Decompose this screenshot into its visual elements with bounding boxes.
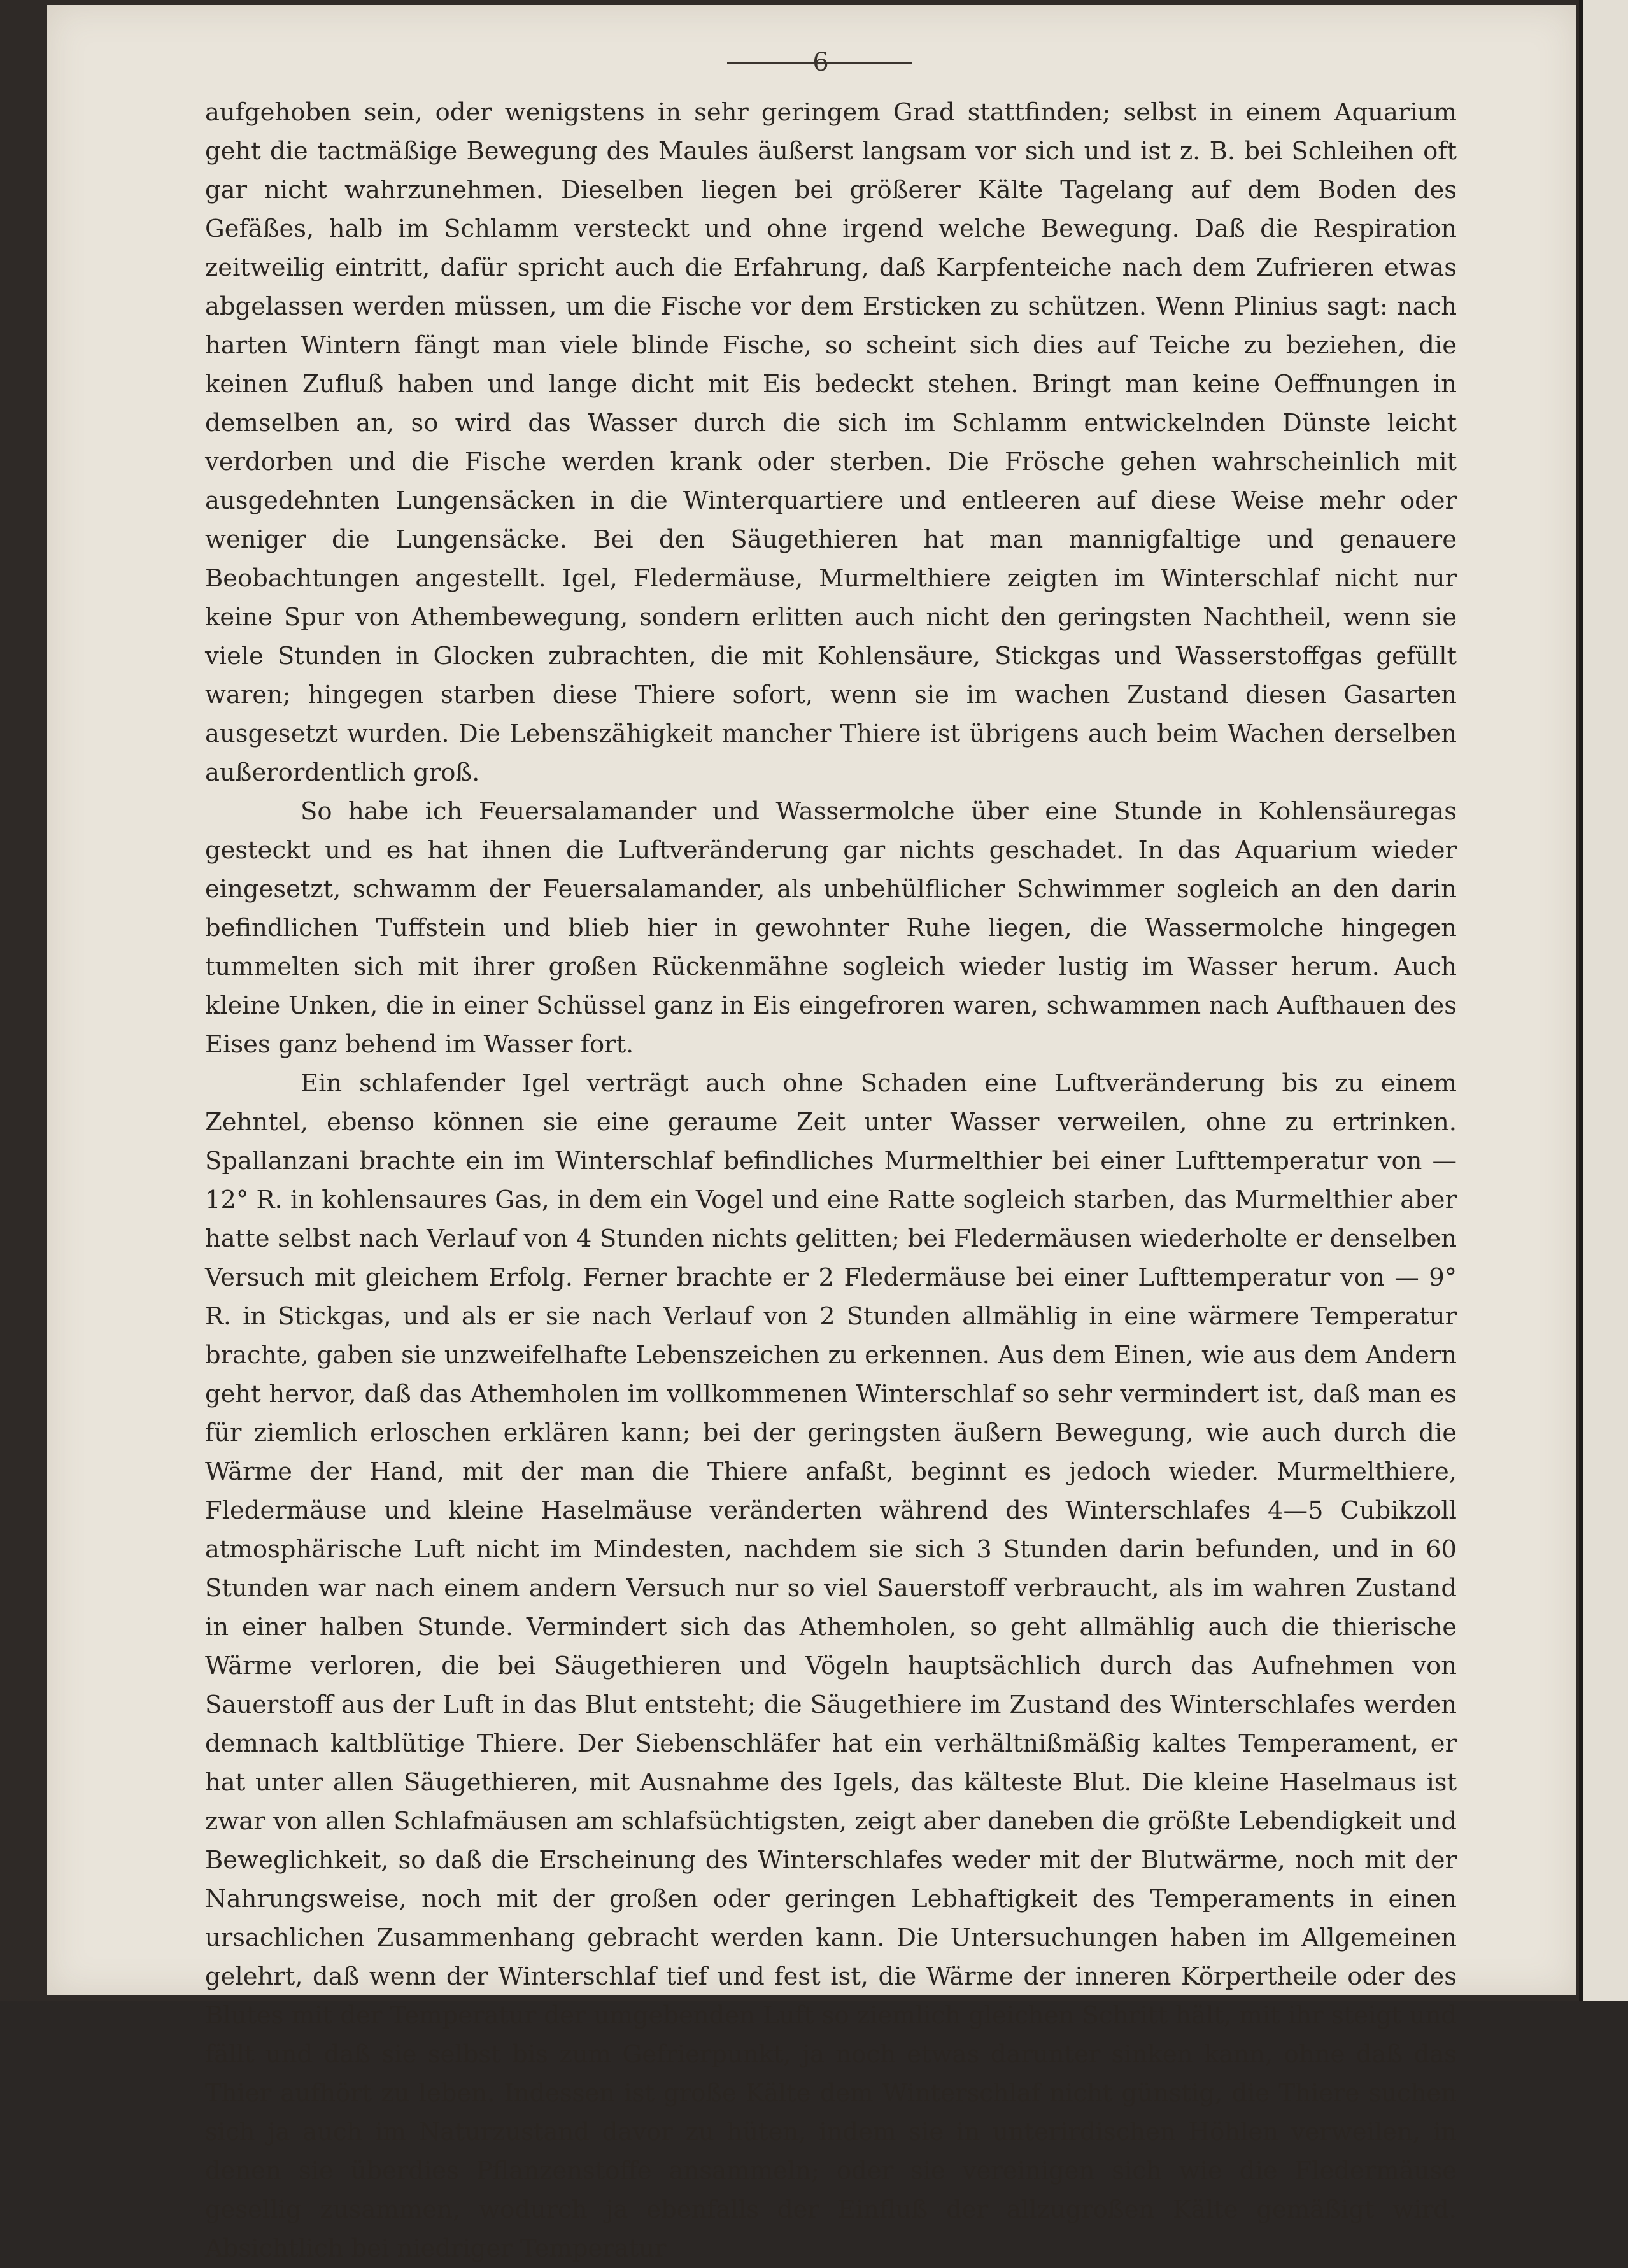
paragraph-2: So habe ich Feuersalamander und Wassermolche über eine Stunde in Kohlensäuregas gesteckt und es hat ihnen die Luftveränderung gar nichts geschadet. In das Aquarium wieder eingesetzt, schwamm der Feuersalamander, als unbehülflicher Schwimmer sogleich an den darin befindlichen Tuffstein und blieb hier in gewohnter Ruhe liegen, die Wassermolche hingegen tummelten sich mit ihrer großen Rückenmähne sogleich wieder lustig im Wasser herum. Auch kleine Unken, die in einer Schüssel ganz in Eis eingefroren waren, schwammen nach Aufthauen des Eises ganz behend im Wasser fort. bbox=[205, 797, 1457, 1059]
adjacent-page-edge bbox=[1579, 0, 1628, 2001]
page-number: 6 bbox=[812, 48, 829, 77]
paragraph-1: aufgehoben sein, oder wenigstens in sehr geringem Grad stattfinden; selbst in einem Aquarium geht die tactmäßige Bewegung des Maules äußerst langsam vor sich und ist z. B. bei Schleihen oft gar nicht wahrzunehmen. Dieselben liegen bei größerer Kälte Tagelang auf dem Boden des Gefäßes, halb im Schlamm versteckt und ohne irgend welche Bewegung. Daß die Respiration zeitweilig eintritt, dafür spricht auch die Erfahrung, daß Karpfenteiche nach dem Zufrieren etwas abgelassen werden müssen, um die Fische vor dem Ersticken zu schützen. Wenn Plinius sagt: nach harten Wintern fängt man viele blinde Fische, so scheint sich dies auf Teiche zu beziehen, die keinen Zufluß haben und lange dicht mit Eis bedeckt stehen. Bringt man keine Oeffnungen in demselben an, so wird das Wasser durch die sich im Schlamm entwickelnden Dünste leicht verdorben und die Fische werden krank oder sterben. Die Frösche gehen wahrscheinlich mit ausgedehnten Lungensäcken in die Winterquartiere und entleeren auf diese Weise mehr oder weniger die Lungensäcke. Bei den Säugethieren hat man mannigfaltige und genauere Beobachtungen angestellt. Igel, Fledermäuse, Murmelthiere zeigten im Winterschlaf nicht nur keine Spur von Athembewegung, sondern erlitten auch nicht den geringsten Nachtheil, wenn sie viele Stunden in Glocken zubrachten, die mit Kohlensäure, Stickgas und Wasserstoffgas gefüllt waren; hingegen starben diese Thiere sofort, wenn sie im wachen Zustand diesen Gasarten ausgesetzt wurden. Die Lebenszähigkeit mancher Thiere ist übrigens auch beim Wachen derselben außerordentlich groß. bbox=[205, 98, 1457, 787]
body-text bbox=[205, 93, 1457, 2268]
book-page bbox=[47, 5, 1576, 2263]
header-rule bbox=[727, 62, 912, 64]
paragraph-3: Ein schlafender Igel verträgt auch ohne Schaden eine Luftveränderung bis zu einem Zehntel, ebenso können sie eine geraume Zeit unter Wasser verweilen, ohne zu ertrinken. Spallanzani brachte ein im Winterschlaf befindliches Murmelthier bei einer Lufttemperatur von — 12° R. in kohlensaures Gas, in dem ein Vogel und eine Ratte sogleich starben, das Murmelthier aber hatte selbst nach Verlauf von 4 Stunden nichts gelitten; bei Fledermäusen wiederholte er denselben Versuch mit gleichem Erfolg. Ferner brachte er 2 Fledermäuse bei einer Lufttemperatur von — 9° R. in Stickgas, und als er sie nach Verlauf von 2 Stunden allmählig in eine wärmere Temperatur brachte, gaben sie unzweifelhafte Lebenszeichen zu erkennen. Aus dem Einen, wie aus dem Andern geht hervor, daß das Athemholen im vollkommenen Winterschlaf so sehr vermindert ist, daß man es für ziemlich erloschen erklären kann; bei der geringsten äußern Bewegung, wie auch durch die Wärme der Hand, mit der man die Thiere anfaßt, beginnt es jedoch wieder. Murmelthiere, Fledermäuse und kleine Haselmäuse veränderten während des Winterschlafes 4—5 Cubikzoll atmosphärische Luft nicht im Mindesten, nachdem sie sich 3 Stunden darin befunden, und in 60 Stunden war nach einem andern Versuch nur so viel Sauerstoff verbraucht, als im wahren Zustand in einer halben Stunde. Vermindert sich das Athemholen, so geht allmählig auch die thierische Wärme verloren, die bei Säugethieren und Vögeln hauptsächlich durch das Aufnehmen von Sauerstoff aus der Luft in das Blut entsteht; die Säugethiere im Zustand des Winterschlafes werden demnach kaltblütige Thiere. Der Siebenschläfer hat ein verhältnißmäßig kaltes Temperament, er hat unter allen Säugethieren, mit Ausnahme des Igels, das kälteste Blut. Die kleine Haselmaus ist zwar von allen Schlafmäusen am schlafsüchtigsten, zeigt aber daneben die größte Lebendigkeit und Beweglichkeit, so daß die Erscheinung des Winterschlafes weder mit der Blutwärme, noch mit der Nahrungsweise, noch mit der großen oder geringen Lebhaftigkeit des Temperaments in einen ursachlichen Zusammenhang gebracht werden kann. Die Untersuchungen haben im Allgemeinen gelehrt, daß wenn der Winterschlaf tief und fest ist, die Wärme der inneren Körpertheile oder des Blutes mit der Temperatur der umgebenden Luft so ziemlich gleichen Schritt hält, mit ihr steigt und fällt und daß sie selbst bis zum Gefrierpunkt, ja noch etwas darunter sinken kann, ohne daß das Thier aufhört zu leben. Indessen ist große Kälte dem Winterschlaf nicht günstig, die Thiere suchen sich ja auch im Naturzustand davor zu hüten, indem sie in unterirdischen Höhlen verweilen, in denen sie überdies Pflanzenstoffe ansammeln; oder sie vereinigen sich wie die Fledermäuse gesellig zusammen, wodurch ja ebenfalls der Einfluß der allzugroßen Kälte gemäßigt wird. Absichtlich bei niedriger Temperatur bbox=[205, 1069, 1457, 2263]
